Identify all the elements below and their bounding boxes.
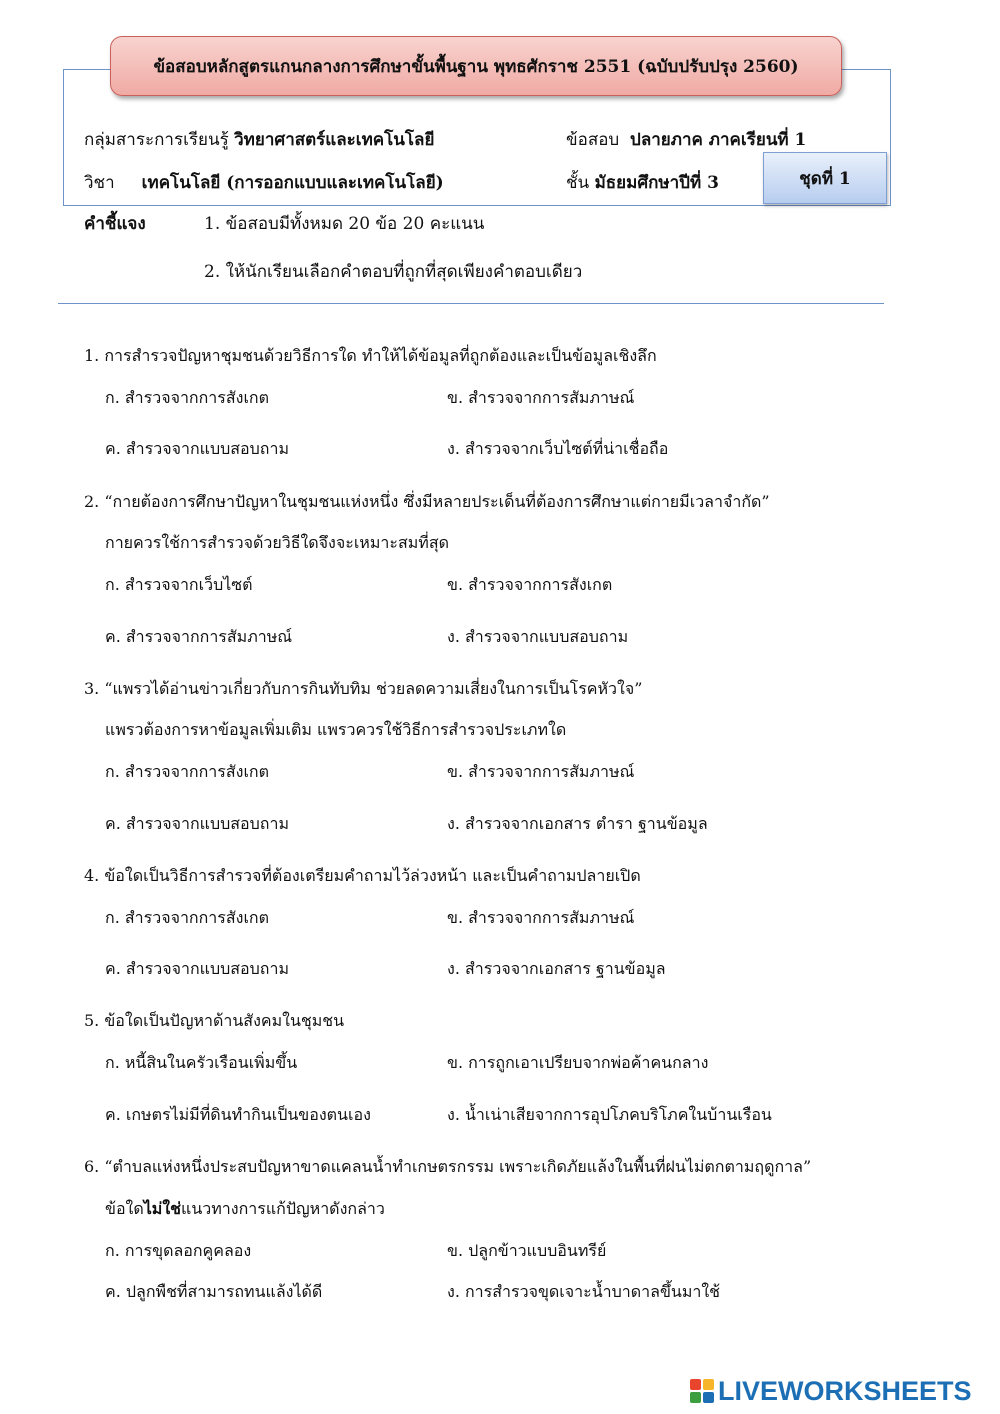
q3-option-c[interactable]: ค. สำรวจจากแบบสอบถาม [105, 814, 289, 833]
question-3-text-line2: แพรวต้องการหาข้อมูลเพิ่มเติม แพรวควรใช้วิธีการสำรวจประเภทใด [105, 720, 567, 739]
course-value: เทคโนโลยี (การออกแบบและเทคโนโลยี) [141, 173, 444, 193]
subject-group: กลุ่มสาระการเรียนรู้ วิทยาศาสตร์และเทคโนโลยี [84, 130, 435, 150]
q6-option-d[interactable]: ง. การสำรวจขุดเจาะน้ำบาดาลขึ้นมาใช้ [447, 1282, 721, 1301]
q4-option-d[interactable]: ง. สำรวจจากเอกสาร ฐานข้อมูล [447, 959, 666, 978]
set-number-badge: ชุดที่ 1 [763, 152, 887, 204]
q3-option-d[interactable]: ง. สำรวจจากเอกสาร ตำรา ฐานข้อมูล [447, 814, 708, 833]
question-6-text: 6. “ตำบลแห่งหนึ่งประสบปัญหาขาดแคลนน้ำทำเกษตรกรรม เพราะเกิดภัยแล้งในพื้นที่ฝนไม่ตกตามฤดูกาล” [84, 1157, 812, 1176]
q6-option-a[interactable]: ก. การขุดลอกคูคลอง [105, 1241, 252, 1260]
question-4-text: 4. ข้อใดเป็นวิธีการสำรวจที่ต้องเตรียมคำถามไว้ล่วงหน้า และเป็นคำถามปลายเปิด [84, 866, 641, 885]
q5-option-d[interactable]: ง. น้ำเน่าเสียจากการอุปโภคบริโภคในบ้านเรือน [447, 1105, 772, 1124]
question-1-text: 1. การสำรวจปัญหาชุมชนด้วยวิธีการใด ทำให้ได้ข้อมูลที่ถูกต้องและเป็นข้อมูลเชิงลึก [84, 346, 657, 365]
question-2-text: 2. “กายต้องการศึกษาปัญหาในชุมชนแห่งหนึ่ง ซึ่งมีหลายประเด็นที่ต้องการศึกษาแต่กายมีเวลาจำกัด” [84, 492, 770, 511]
q1-option-a[interactable]: ก. สำรวจจากการสังเกต [105, 388, 269, 407]
question-2-text-line2: กายควรใช้การสำรวจด้วยวิธีใดจึงจะเหมาะสมที่สุด [105, 533, 449, 552]
q2-option-a[interactable]: ก. สำรวจจากเว็บไซต์ [105, 575, 253, 594]
divider [58, 303, 884, 304]
q6-option-b[interactable]: ข. ปลูกข้าวแบบอินทรีย์ [447, 1241, 607, 1260]
instruction-item: 1. ข้อสอบมีทั้งหมด 20 ข้อ 20 คะแนน [204, 214, 485, 234]
liveworksheets-logo-icon [690, 1379, 714, 1403]
question-5-text: 5. ข้อใดเป็นปัญหาด้านสังคมในชุมชน [84, 1011, 345, 1030]
q6-option-c[interactable]: ค. ปลูกพืชที่สามารถทนแล้งได้ดี [105, 1282, 323, 1301]
subject-group-value: วิทยาศาสตร์และเทคโนโลยี [234, 130, 435, 150]
q4-option-a[interactable]: ก. สำรวจจากการสังเกต [105, 908, 269, 927]
q4-option-c[interactable]: ค. สำรวจจากแบบสอบถาม [105, 959, 289, 978]
course: วิชา เทคโนโลยี (การออกแบบและเทคโนโลยี) [84, 173, 444, 193]
exam-title-banner [110, 36, 842, 96]
liveworksheets-logo [690, 1374, 990, 1408]
q5-option-b[interactable]: ข. การถูกเอาเปรียบจากพ่อค้าคนกลาง [447, 1053, 709, 1072]
logo-text: LIVEWORKSHEETS [718, 1375, 972, 1406]
instructions-label: คำชี้แจง [84, 214, 146, 234]
grade: ชั้น มัธยมศึกษาปีที่ 3 [566, 173, 719, 193]
exam-title: ข้อสอบหลักสูตรแกนกลางการศึกษาขั้นพื้นฐาน พุทธศักราช 2551 (ฉบับปรับปรุง 2560) [153, 56, 799, 77]
q1-option-c[interactable]: ค. สำรวจจากแบบสอบถาม [105, 439, 289, 458]
q3-option-a[interactable]: ก. สำรวจจากการสังเกต [105, 762, 269, 781]
q4-option-b[interactable]: ข. สำรวจจากการสัมภาษณ์ [447, 908, 635, 927]
q1-option-d[interactable]: ง. สำรวจจากเว็บไซต์ที่น่าเชื่อถือ [447, 439, 669, 458]
grade-value: มัธยมศึกษาปีที่ 3 [594, 173, 719, 193]
q5-option-a[interactable]: ก. หนี้สินในครัวเรือนเพิ่มขึ้น [105, 1053, 298, 1072]
exam-type-value: ปลายภาค ภาคเรียนที่ 1 [630, 130, 807, 150]
question-6-text-line2: ข้อใดไม่ใช่แนวทางการแก้ปัญหาดังกล่าว [105, 1199, 385, 1218]
question-3-text: 3. “แพรวได้อ่านข่าวเกี่ยวกับการกินทับทิม ช่วยลดความเสี่ยงในการเป็นโรคหัวใจ” [84, 679, 643, 698]
q1-option-b[interactable]: ข. สำรวจจากการสัมภาษณ์ [447, 388, 635, 407]
q5-option-c[interactable]: ค. เกษตรไม่มีที่ดินทำกินเป็นของตนเอง [105, 1105, 371, 1124]
q2-option-b[interactable]: ข. สำรวจจากการสังเกต [447, 575, 613, 594]
exam-type: ข้อสอบ ปลายภาค ภาคเรียนที่ 1 [566, 130, 807, 150]
instruction-item: 2. ให้นักเรียนเลือกคำตอบที่ถูกที่สุดเพียงคำตอบเดียว [204, 262, 583, 282]
q2-option-c[interactable]: ค. สำรวจจากการสัมภาษณ์ [105, 627, 293, 646]
negation-emphasis: ไม่ใช่ [143, 1199, 182, 1218]
q3-option-b[interactable]: ข. สำรวจจากการสัมภาษณ์ [447, 762, 635, 781]
q2-option-d[interactable]: ง. สำรวจจากแบบสอบถาม [447, 627, 629, 646]
